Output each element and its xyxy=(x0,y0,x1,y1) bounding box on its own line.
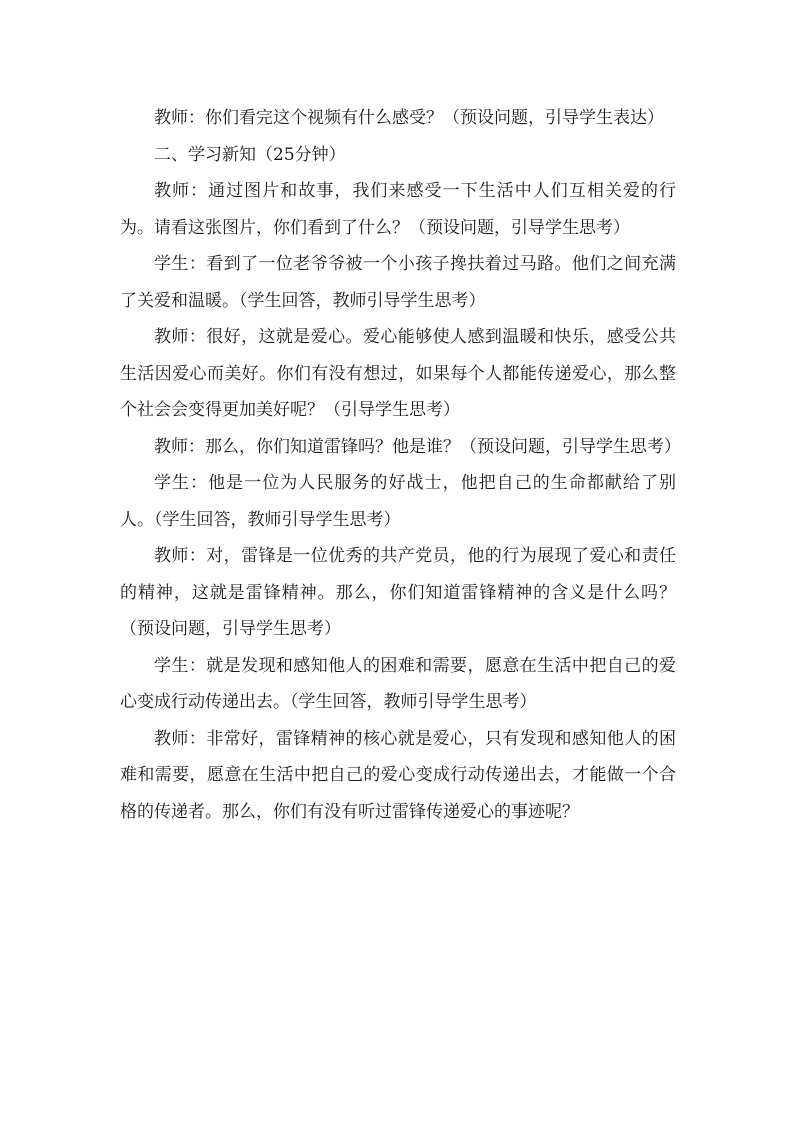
paragraph-teacher-feeling-question: 教师：你们看完这个视频有什么感受？（预设问题，引导学生表达） xyxy=(154,108,664,128)
paragraph-student-leifeng-answer: 学生：他是一位为人民服务的好战士，他把自己的生命都献给了别人。（学生回答，教师引导学生思考） xyxy=(120,473,676,530)
paragraph-teacher-picture-question: 教师：通过图片和故事，我们来感受一下生活中人们互相关爱的行为。请看这张图片，你们看到了什么？（预设问题，引导学生思考） xyxy=(120,181,676,238)
paragraph-teacher-love-explanation: 教师：很好，这就是爱心。爱心能够使人感到温暖和快乐，感受公共生活因爱心而美好。你们有没有想过，如果每个人都能传递爱心，那么整个社会会变得更加美好呢？（引导学生思考） xyxy=(120,327,676,420)
document-body xyxy=(120,100,681,830)
paragraph-student-picture-answer: 学生：看到了一位老爷爷被一个小孩子搀扶着过马路。他们之间充满了关爱和温暖。（学生回答，教师引导学生思考） xyxy=(120,254,676,311)
section-heading-learn-new: 二、学习新知（25分钟） xyxy=(154,144,346,165)
paragraph-teacher-spirit-core: 教师：非常好，雷锋精神的核心就是爱心，只有发现和感知他人的困难和需要，愿意在生活中把自己的爱心变成行动传递出去，才能做一个合格的传递者。那么，你们有没有听过雷锋传递爱心的事迹呢？ xyxy=(120,728,676,822)
paragraph-teacher-leifeng-spirit: 教师：对，雷锋是一位优秀的共产党员，他的行为展现了爱心和责任的精神，这就是雷锋精神。那么，你们知道雷锋精神的含义是什么吗？（预设问题，引导学生思考） xyxy=(120,546,676,639)
paragraph-student-spirit-answer: 学生：就是发现和感知他人的困难和需要，愿意在生活中把自己的爱心变成行动传递出去。（学生回答，教师引导学生思考） xyxy=(120,655,676,712)
paragraph-teacher-leifeng-question: 教师：那么，你们知道雷锋吗？他是谁？（预设问题，引导学生思考） xyxy=(154,436,681,457)
